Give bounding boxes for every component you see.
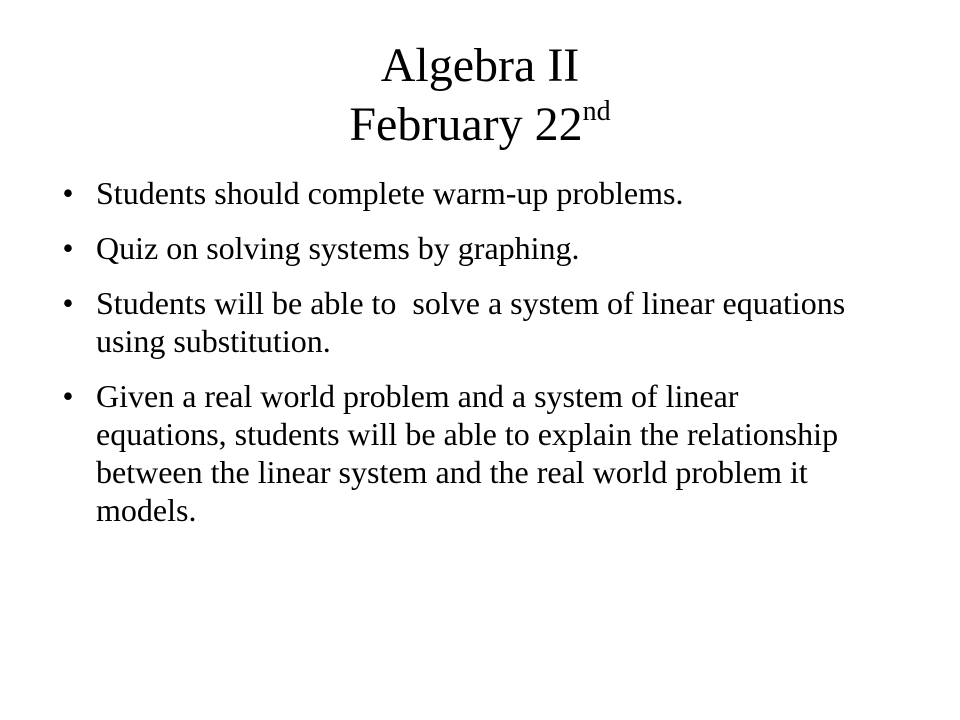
bullet-list	[56, 174, 876, 546]
bullet-item	[56, 284, 876, 360]
bullet-marker: •	[62, 285, 74, 321]
bullet-text: Students should complete warm-up problems.	[96, 175, 684, 211]
slide-title	[0, 36, 960, 161]
bullet-item	[56, 229, 876, 267]
bullet-marker: •	[62, 175, 74, 211]
bullet-marker: •	[62, 230, 74, 266]
bullet-item	[56, 174, 876, 212]
title-line-course: Algebra II	[380, 39, 580, 92]
title-line-date	[0, 95, 960, 161]
bullet-text: Students will be able to solve a system of linear equations using substitution.	[96, 285, 854, 359]
title-date-text: February 22	[349, 98, 583, 151]
bullet-text: Quiz on solving systems by graphing.	[96, 230, 580, 266]
bullet-marker: •	[62, 378, 74, 414]
bullet-text: Given a real world problem and a system of linear equations, students will be able to explain the relationship between the linear system and the real world problem it models.	[96, 378, 839, 528]
bullet-item	[56, 377, 876, 529]
title-date-suffix: nd	[582, 96, 611, 127]
